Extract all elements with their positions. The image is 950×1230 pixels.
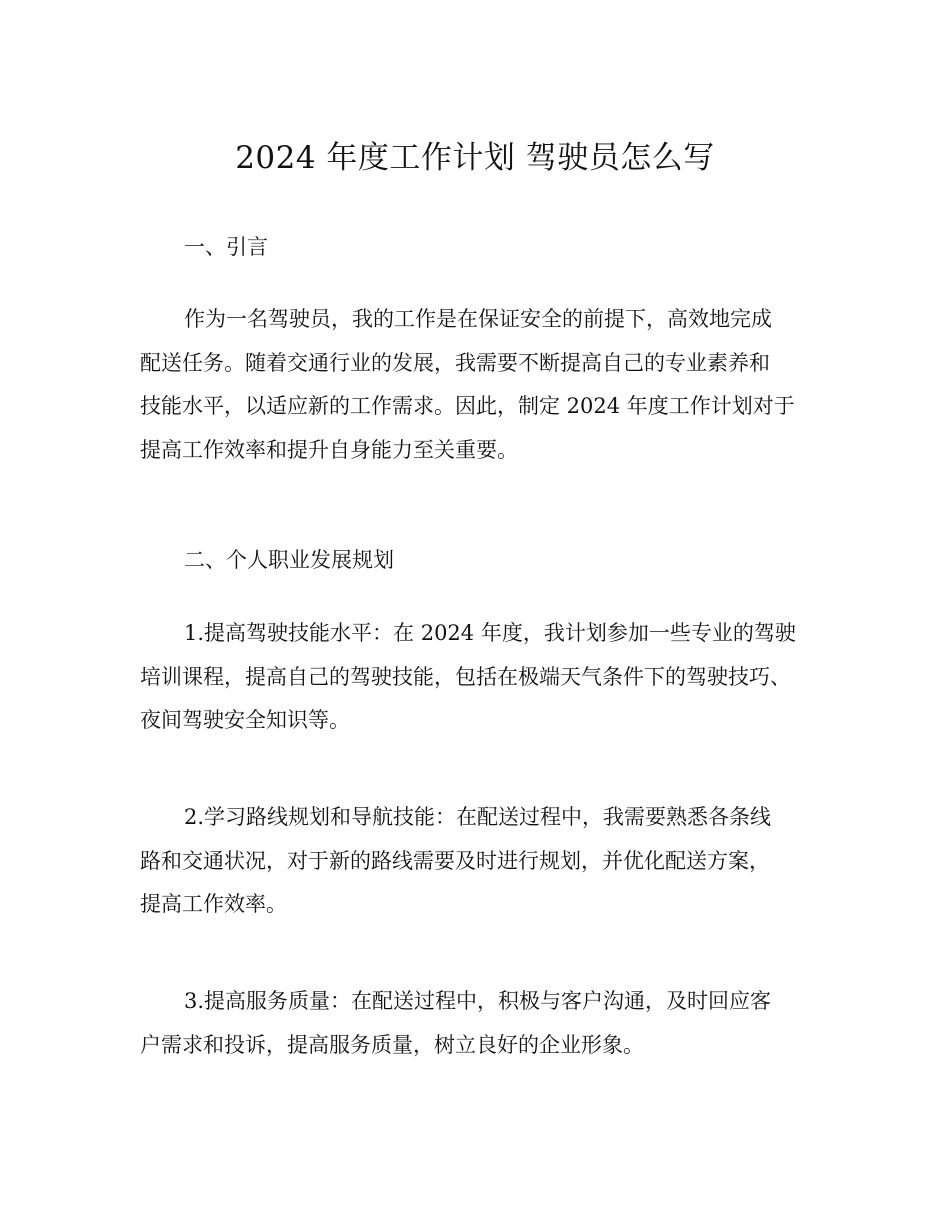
heading-text: 一、引言	[184, 235, 268, 259]
document-title: 2024 年度工作计划 驾驶员怎么写	[235, 140, 715, 176]
paragraph-line: 配送任务。随着交通行业的发展，我需要不断提高自己的专业素养和	[140, 350, 770, 375]
section-heading-career	[140, 539, 820, 583]
paragraph-line: 技能水平，以适应新的工作需求。因此，制定 2024 年度工作计划对于	[140, 394, 795, 419]
heading-text: 二、个人职业发展规划	[184, 548, 394, 572]
section-heading-intro	[140, 226, 820, 270]
plan-item-2	[140, 796, 820, 927]
plan-item-3	[140, 980, 820, 1067]
paragraph-line: 作为一名驾驶员，我的工作是在保证安全的前提下，高效地完成	[184, 307, 772, 331]
paragraph-line: 提高工作效率和提升自身能力至关重要。	[140, 437, 518, 462]
paragraph-line: 路和交通状况，对于新的路线需要及时进行规划，并优化配送方案，	[140, 848, 770, 873]
paragraph-line: 户需求和投诉，提高服务质量，树立良好的企业形象。	[140, 1032, 644, 1057]
paragraph-line: 1.提高驾驶技能水平：在 2024 年度，我计划参加一些专业的驾驶	[184, 621, 796, 645]
paragraph-line: 2.学习路线规划和导航技能：在配送过程中，我需要熟悉各条线	[184, 805, 772, 829]
intro-paragraph	[140, 298, 820, 472]
paragraph-line: 提高工作效率。	[140, 892, 287, 917]
plan-item-1	[140, 612, 820, 743]
paragraph-line: 培训课程，提高自己的驾驶技能，包括在极端天气条件下的驾驶技巧、	[140, 664, 791, 689]
paragraph-line: 夜间驾驶安全知识等。	[140, 708, 350, 733]
paragraph-line: 3.提高服务质量：在配送过程中，积极与客户沟通，及时回应客	[184, 989, 772, 1013]
